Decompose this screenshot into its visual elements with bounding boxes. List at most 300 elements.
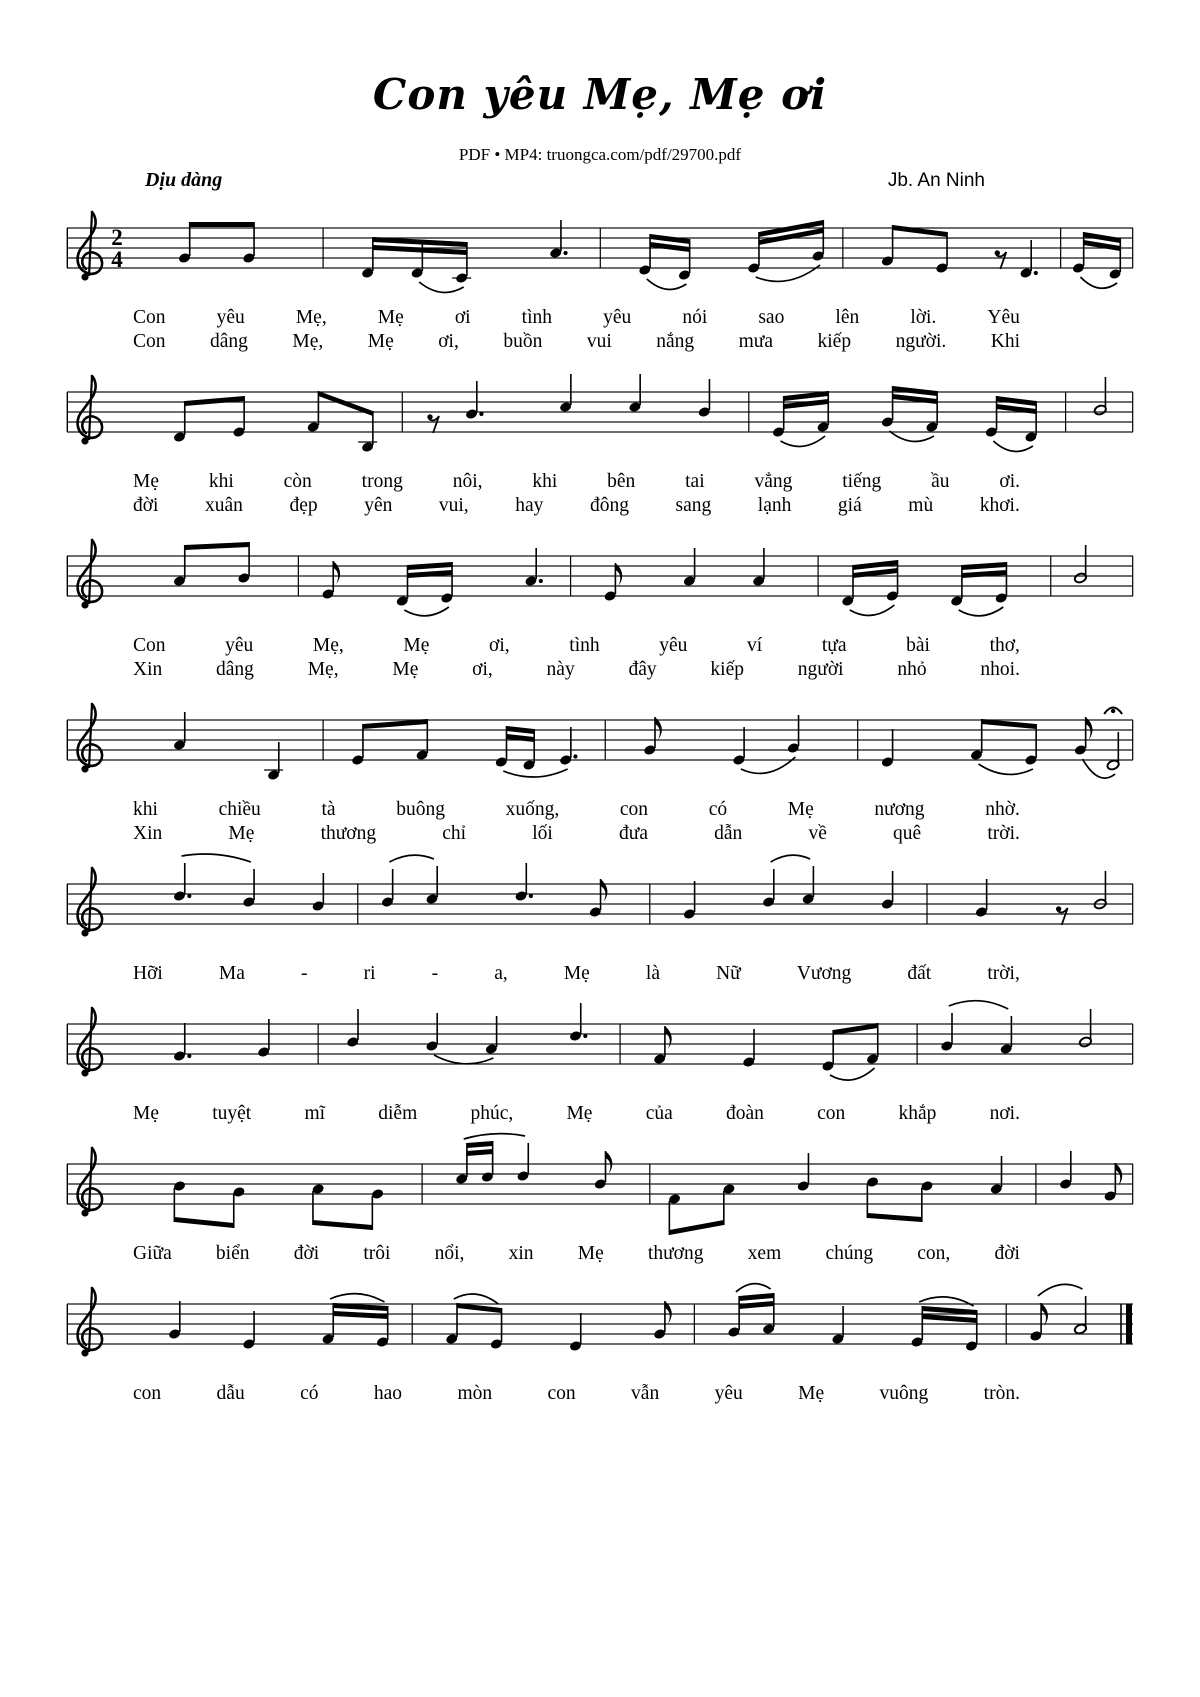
beam (867, 1213, 921, 1222)
beam (650, 234, 690, 244)
note (465, 381, 484, 420)
lyric-word: đẹp (289, 495, 318, 516)
song-title: Con yêu Mẹ, Mẹ ơi (372, 70, 828, 119)
staff-svg (65, 684, 1135, 798)
lyric-word: Giữa (133, 1243, 172, 1264)
lyric-word: con, (917, 1243, 951, 1264)
lyric-word: Xin (133, 659, 163, 680)
slur (993, 441, 1033, 451)
augmentation-dot (573, 754, 577, 758)
note (549, 220, 568, 259)
note (940, 1013, 954, 1052)
lyric-word: về (808, 823, 827, 844)
note (638, 234, 652, 276)
lyric-word: này (546, 659, 575, 680)
lyric-line-2 (65, 658, 1135, 682)
beam (467, 1141, 493, 1148)
lyric-word: ơi, (438, 331, 459, 352)
lyric-word: Mẹ (403, 635, 430, 656)
lyric-word: Yêu (987, 307, 1020, 328)
lyric-word: đời (994, 1243, 1020, 1264)
lyric-word: xuống, (505, 799, 560, 820)
lyric-word: yêu (216, 307, 245, 328)
note (965, 1310, 979, 1352)
lyric-word: ầu (931, 471, 950, 492)
lyric-word: có (300, 1383, 319, 1404)
note (381, 869, 395, 908)
lyric-word: là (645, 963, 660, 984)
beam (922, 1314, 976, 1323)
lyric-word: ơi, (472, 659, 493, 680)
note (1059, 1151, 1073, 1190)
beam (190, 222, 254, 227)
note (628, 374, 642, 413)
lyric-word: tình (569, 635, 600, 656)
treble-clef-icon (78, 1148, 103, 1217)
lyric-word: xin (508, 1243, 534, 1264)
lyric-word: Mẹ (377, 307, 404, 328)
staff-svg (65, 848, 1135, 962)
staff-system (65, 192, 1135, 354)
beam (313, 1220, 372, 1230)
note (559, 374, 573, 413)
note (801, 866, 815, 905)
slur (959, 607, 1004, 616)
lyric-word: Mẹ (577, 1243, 604, 1264)
tempo-marking: Dịu dàng (145, 169, 223, 191)
lyric-word: ơi (454, 307, 471, 328)
beam (185, 396, 244, 406)
lyric-word: mưa (738, 331, 774, 352)
lyric-word: kiếp (710, 659, 744, 680)
lyric-word: Mẹ, (295, 307, 327, 328)
lyric-word: yêu (714, 1383, 743, 1404)
slur (781, 436, 826, 446)
lyric-word: mĩ (304, 1103, 326, 1124)
staff-svg (65, 192, 1135, 306)
lyric-word: nói (682, 307, 708, 328)
slur (949, 1001, 1008, 1009)
lyric-word: tiếng (842, 471, 882, 492)
note (376, 1306, 390, 1348)
note (975, 879, 989, 918)
lyric-word: hay (515, 495, 544, 516)
lyric-word: a, (494, 963, 508, 984)
lyric-word: tuyệt (212, 1103, 252, 1124)
note (910, 1306, 924, 1348)
beam (893, 386, 938, 396)
lyric-word: nhờ. (985, 799, 1020, 820)
staff-system (65, 520, 1135, 682)
note (653, 1026, 672, 1065)
lyric-word: Mẹ, (292, 331, 324, 352)
lyric-word: khi (133, 799, 158, 820)
note (168, 1301, 182, 1340)
lyric-word: tai (685, 471, 705, 492)
eighth-rest-icon (427, 414, 439, 433)
slur (647, 279, 687, 289)
note (732, 727, 746, 766)
treble-clef-icon (78, 212, 103, 281)
flag (601, 879, 608, 902)
note (881, 225, 895, 267)
lyric-word: đất (907, 963, 932, 984)
final-barline (1126, 1304, 1132, 1344)
slur (736, 1284, 771, 1292)
lyric-word: Mẹ, (307, 659, 339, 680)
lyric-line-1 (65, 1382, 1135, 1406)
lyric-word: khi (532, 471, 558, 492)
note (796, 1153, 810, 1192)
flag (606, 1151, 613, 1174)
slur (404, 607, 449, 616)
lyric-word: lời. (910, 307, 937, 328)
lyric-word: Mẹ (228, 823, 255, 844)
lyric-word: diễm (378, 1103, 418, 1124)
lyric-word: yêu (659, 635, 688, 656)
lyric-word: con (817, 1103, 846, 1124)
note (1079, 1009, 1093, 1048)
lyric-word: đây (628, 659, 657, 680)
lyric-word: mòn (457, 1383, 493, 1404)
lyric-word: Mẹ (367, 331, 394, 352)
lyric-word: trời. (987, 823, 1020, 844)
note (1106, 732, 1120, 771)
beam (408, 562, 453, 570)
lyric-word: đoàn (725, 1103, 764, 1124)
eighth-rest-icon (995, 250, 1007, 269)
beam (185, 542, 249, 550)
lyric-line-1 (65, 1102, 1135, 1126)
beam (893, 225, 947, 237)
lyric-word: thương (647, 1243, 704, 1264)
staff-system (65, 684, 1135, 846)
lyric-word: Con (133, 307, 166, 328)
note (173, 1023, 192, 1062)
note (264, 742, 283, 781)
note (425, 1013, 439, 1052)
lyric-word: mù (908, 495, 934, 516)
note (787, 715, 801, 754)
note (821, 1030, 835, 1072)
beam (853, 560, 898, 570)
lyric-word: sao (758, 307, 785, 328)
lyric-word: yên (364, 495, 393, 516)
slur (330, 1294, 384, 1302)
lyric-word: ơi, (489, 635, 510, 656)
note (173, 712, 187, 751)
note (569, 1313, 583, 1352)
lyric-word: vẫn (631, 1383, 660, 1404)
lyric-word: còn (283, 471, 312, 492)
slur (419, 282, 464, 292)
note (242, 1311, 256, 1350)
lyric-word: trôi (363, 1243, 391, 1264)
note (742, 1029, 756, 1068)
slur (830, 1068, 875, 1080)
lyric-word: ri (363, 963, 376, 984)
lyric-word: Vương (796, 963, 852, 984)
staff-svg (65, 988, 1135, 1102)
note (410, 240, 424, 279)
note (242, 869, 256, 908)
lyric-word: con (133, 1383, 162, 1404)
lyric-word: hao (373, 1383, 403, 1404)
augmentation-dot (529, 894, 533, 898)
lyric-word: bài (906, 635, 930, 656)
slur (182, 854, 251, 862)
lyric-line-1 (65, 470, 1135, 494)
lyric-word: thương (320, 823, 377, 844)
augmentation-dot (187, 894, 191, 898)
note (425, 866, 439, 905)
beam (174, 1217, 233, 1228)
augmentation-dot (187, 1054, 191, 1058)
note (311, 873, 325, 912)
treble-clef-icon (78, 704, 103, 773)
staff-svg (65, 356, 1135, 470)
slur (464, 1134, 525, 1139)
note (866, 1176, 880, 1218)
note (678, 239, 692, 281)
note (881, 729, 895, 768)
lyric-word: Hỡi (133, 963, 163, 984)
note (232, 1186, 246, 1228)
lyric-word: tròn. (983, 1383, 1020, 1404)
staff-system (65, 356, 1135, 518)
lyric-word: buồn (503, 331, 543, 352)
lyric-word: Mẹ (787, 799, 814, 820)
note (257, 1019, 271, 1058)
lyric-line-2 (65, 494, 1135, 518)
slur (771, 855, 811, 862)
note (920, 1180, 934, 1222)
augmentation-dot (1034, 271, 1038, 275)
beam (333, 1311, 387, 1319)
augmentation-dot (583, 1034, 587, 1038)
lyric-word: con (619, 799, 649, 820)
note (683, 548, 697, 587)
note (752, 548, 766, 587)
staff-system (65, 1128, 1135, 1266)
treble-clef-icon (78, 868, 103, 937)
beam (833, 1023, 878, 1035)
slur (454, 1294, 499, 1304)
note (727, 1296, 741, 1338)
note (1074, 545, 1088, 584)
staff-svg (65, 1128, 1135, 1242)
lyric-word: nắng (656, 331, 695, 352)
lyric-word: - (431, 963, 439, 984)
slur (1038, 1284, 1083, 1296)
lyric-word: kiếp (817, 331, 852, 352)
slur (1080, 277, 1117, 288)
lyric-word: trời, (987, 963, 1020, 984)
eighth-rest-icon (1056, 906, 1068, 925)
lyric-word: Ma (218, 963, 245, 984)
note (697, 379, 711, 418)
lyric-word: người. (895, 331, 947, 352)
lyric-word: quê (893, 823, 922, 844)
lyric-line-1 (65, 1242, 1135, 1266)
flag (665, 1026, 672, 1049)
note (990, 1156, 1004, 1195)
note (1074, 1296, 1088, 1335)
note (321, 561, 340, 600)
lyric-word: đưa (619, 823, 648, 844)
slur (389, 855, 434, 862)
note (881, 871, 895, 910)
note (495, 726, 509, 768)
note (1019, 240, 1038, 279)
lyric-word: nhoi. (980, 659, 1020, 680)
lyric-word: dẫu (216, 1383, 245, 1404)
augmentation-dot (539, 579, 543, 583)
lyric-word: Mẹ (798, 1383, 825, 1404)
beam (739, 1301, 774, 1309)
lyric-line-1 (65, 634, 1135, 658)
note (831, 1306, 845, 1345)
note (514, 863, 533, 902)
staff-svg (65, 1268, 1135, 1382)
note (485, 1016, 499, 1055)
note (440, 562, 454, 604)
lyric-word: yêu (225, 635, 254, 656)
note (371, 1188, 385, 1230)
note (589, 879, 608, 918)
note (516, 1143, 530, 1182)
fermata-icon (1104, 708, 1122, 715)
slur (850, 605, 895, 615)
beam (962, 562, 1007, 570)
treble-clef-icon (78, 376, 103, 445)
note (999, 1016, 1013, 1055)
lyric-word: người (797, 659, 844, 680)
treble-clef-icon (78, 1288, 103, 1357)
time-sig-top: 2 (111, 225, 123, 250)
lyric-word: vuông (879, 1383, 929, 1404)
lyric-word: lên (835, 307, 860, 328)
flag (333, 561, 340, 584)
lyric-word: Con (133, 331, 166, 352)
note (1093, 377, 1107, 416)
note (481, 1141, 495, 1183)
note (1029, 1303, 1048, 1342)
note (173, 863, 192, 902)
treble-clef-icon (78, 1008, 103, 1077)
note (346, 1009, 360, 1048)
lyric-word: buông (396, 799, 445, 820)
lyric-word: khi (208, 471, 234, 492)
note (1103, 1163, 1122, 1202)
lyric-word: nôi, (452, 471, 483, 492)
lyric-word: chiều (218, 799, 261, 820)
note (524, 548, 543, 587)
lyric-word: Mẹ (133, 1103, 159, 1124)
slur (503, 769, 567, 777)
staff-svg (65, 520, 1135, 634)
lyric-word: - (301, 963, 308, 984)
lyric-word: Mẹ (563, 963, 590, 984)
slur (979, 764, 1033, 774)
lyric-word: nổi, (434, 1243, 465, 1264)
lyric-word: vẳng (754, 471, 793, 492)
note (994, 562, 1008, 604)
lyric-word: con (547, 1383, 576, 1404)
lyric-word: giá (837, 495, 862, 516)
lyric-word: vui, (438, 495, 469, 516)
lyric-word: Mẹ (392, 659, 419, 680)
lyric-word: đời (293, 1243, 320, 1264)
beam (962, 570, 1007, 578)
composer-credit: Jb. An Ninh (887, 170, 985, 191)
beam (507, 726, 535, 734)
lyric-word: xem (747, 1243, 782, 1264)
lyric-word: Xin (133, 823, 163, 844)
lyric-word: đời (133, 495, 159, 516)
lyric-word: dẫn (714, 823, 743, 844)
lyric-word: khắp (898, 1103, 937, 1124)
lyric-word: Mẹ (133, 471, 159, 492)
lyric-word: có (708, 799, 728, 820)
beam (467, 1149, 493, 1156)
meta-row (65, 169, 1135, 192)
lyric-word: tà (321, 799, 336, 820)
score (65, 192, 1135, 1406)
lyric-word: Khi (990, 331, 1020, 352)
lyric-word: chúng (825, 1243, 874, 1264)
lyric-word: ví (747, 635, 763, 656)
lyric-word: yêu (603, 307, 632, 328)
pdf-link-line: PDF • MP4: truongca.com/pdf/29700.pdf (458, 145, 742, 164)
lyric-word: Nữ (716, 963, 741, 984)
beam (373, 245, 467, 255)
beam (669, 1220, 723, 1235)
note (173, 1180, 187, 1222)
lyric-word: bên (607, 471, 636, 492)
lyric-line-1 (65, 798, 1135, 822)
staff-system (65, 848, 1135, 986)
lyric-word: sang (675, 495, 712, 516)
staff-system (65, 1268, 1135, 1406)
note (683, 881, 697, 920)
time-sig-bottom: 4 (111, 247, 123, 272)
note (569, 1003, 588, 1042)
lyric-word: trong (361, 471, 403, 492)
lyric-word: tình (521, 307, 553, 328)
augmentation-dot (479, 412, 483, 416)
lyric-word: khơi. (979, 495, 1020, 516)
lyric-word: chỉ (442, 823, 467, 844)
beam (784, 399, 829, 409)
beam (739, 1293, 774, 1301)
note (1108, 238, 1122, 280)
lyric-word: lạnh (757, 495, 792, 516)
lyric-word: phúc, (470, 1103, 514, 1124)
augmentation-dot (563, 251, 567, 255)
staff-system (65, 988, 1135, 1126)
beam (997, 396, 1037, 406)
lyric-word: dâng (210, 331, 248, 352)
lyric-word: của (645, 1103, 673, 1124)
lyric-word: nương (874, 799, 925, 820)
lyric-word: vui (586, 331, 612, 352)
beam (650, 242, 690, 252)
lyric-word: thơ, (989, 635, 1020, 656)
lyric-word: xuân (205, 495, 243, 516)
beam (408, 570, 453, 578)
lyric-word: Con (133, 635, 166, 656)
